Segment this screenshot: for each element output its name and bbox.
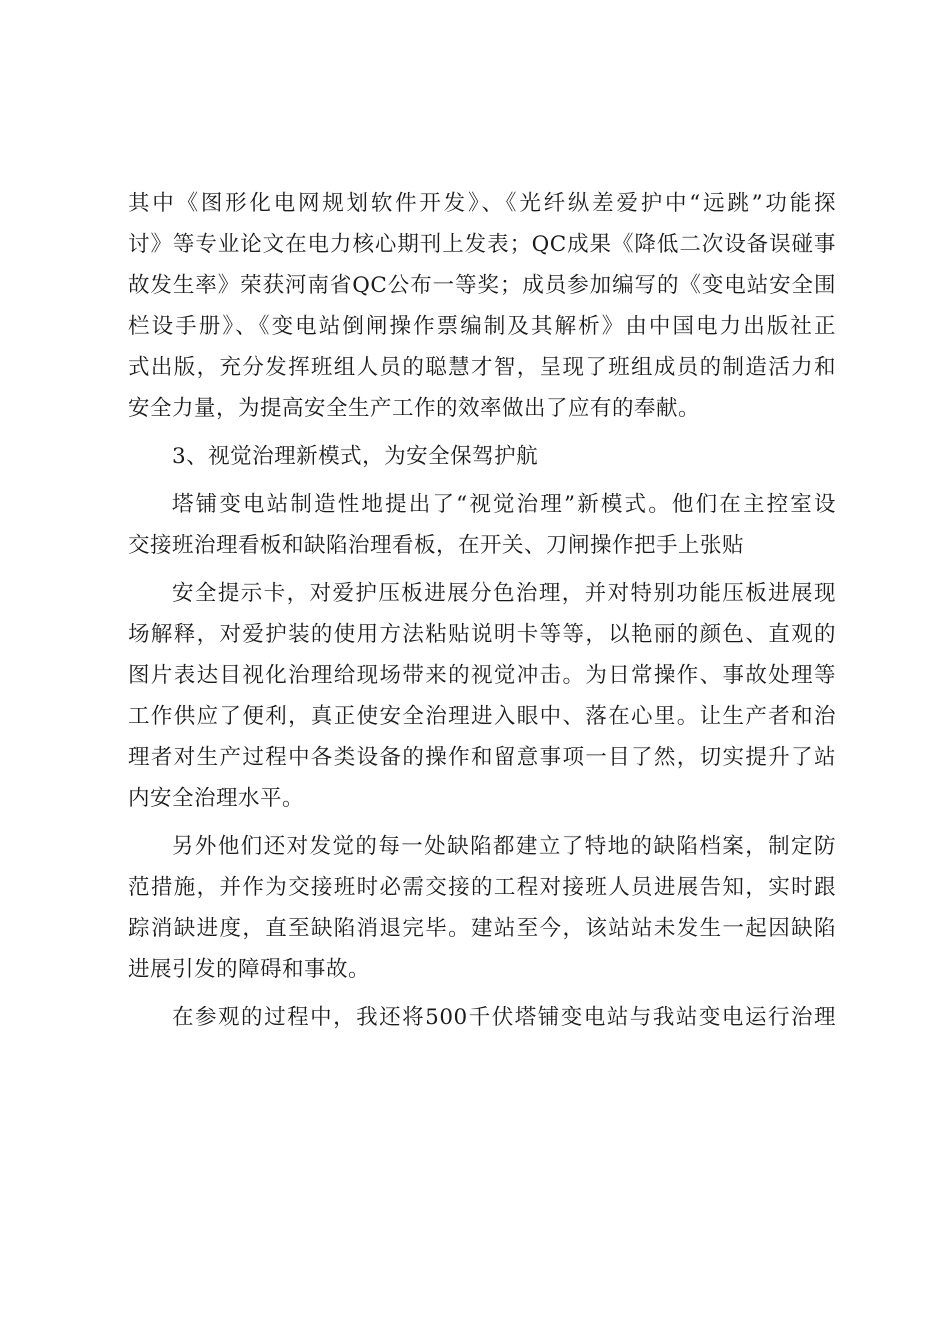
text-line: 交接班治理看板和缺陷治理看板，在开关、刀闸操作把手上张贴 — [128, 533, 745, 558]
text-line: 式出版，充分发挥班组人员的聪慧才智，呈现了班组成员的制造活力和 — [128, 355, 836, 380]
text-line: 范措施，并作为交接班时必需交接的工程对接班人员进展告知，实时跟 — [128, 875, 836, 900]
text-line: 踪消缺进度，直至缺陷消退完毕。建站至今，该站站未发生一起因缺陷 — [128, 916, 836, 941]
text-line: 故发生率》荣获河南省QC公布一等奖；成员参加编写的《变电站安全围 — [128, 273, 836, 298]
text-line: 工作供应了便利，真正使安全治理进入眼中、落在心里。让生产者和治 — [128, 704, 836, 729]
text-line: 讨》等专业论文在电力核心期刊上发表；QC成果《降低二次设备误碰事 — [128, 232, 836, 257]
text-line: 安全提示卡，对爱护压板进展分色治理，并对特别功能压板进展现 — [172, 581, 836, 606]
text-line: 安全力量，为提高安全生产工作的效率做出了应有的奉献。 — [128, 396, 701, 421]
section-heading: 3、视觉治理新模式，为安全保驾护航 — [172, 444, 539, 469]
text-line: 栏设手册》、《变电站倒闸操作票编制及其解析》由中国电力出版社正 — [128, 314, 836, 339]
text-line: 其中《图形化电网规划软件开发》、《光纤纵差爱护中“远跳”功能探 — [128, 191, 836, 216]
document-body — [128, 183, 836, 1038]
text-line: 图片表达目视化治理给现场带来的视觉冲击。为日常操作、事故处理等 — [128, 663, 836, 688]
text-line: 进展引发的障碍和事故。 — [128, 957, 371, 982]
text-line: 另外他们还对发觉的每一处缺陷都建立了特地的缺陷档案，制定防 — [172, 834, 836, 859]
text-line: 理者对生产过程中各类设备的操作和留意事项一目了然，切实提升了站 — [128, 745, 836, 770]
text-line: 在参观的过程中，我还将500千伏塔铺变电站与我站变电运行治理 — [172, 1005, 836, 1030]
text-line: 内安全治理水平。 — [128, 786, 305, 811]
text-line: 塔铺变电站制造性地提出了“视觉治理”新模式。他们在主控室设 — [172, 492, 836, 517]
text-line: 场解释，对爱护装的使用方法粘贴说明卡等等，以艳丽的颜色、直观的 — [128, 622, 836, 647]
